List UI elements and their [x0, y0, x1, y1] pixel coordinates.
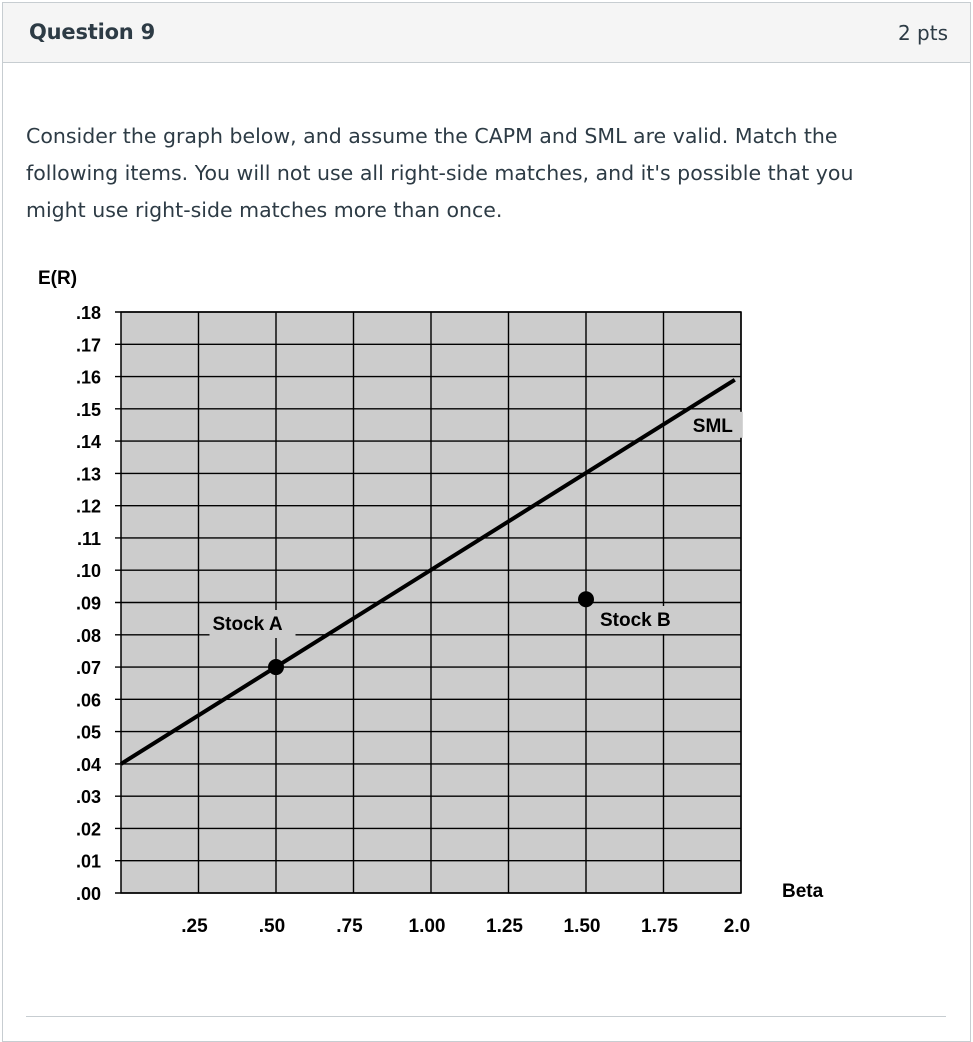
question-points: 2 pts — [897, 21, 948, 45]
y-tick-label: .03 — [75, 787, 101, 808]
y-tick-label: .15 — [75, 399, 101, 420]
x-tick-label: 1.25 — [486, 916, 523, 937]
x-tick-label: .25 — [181, 916, 208, 937]
stock-a-point — [268, 659, 284, 675]
y-tick-label: .02 — [75, 819, 101, 840]
stock-b-label: Stock B — [600, 610, 671, 631]
x-tick-label: 2.0 — [723, 916, 751, 937]
x-tick-label: 1.75 — [641, 916, 678, 937]
y-tick-label: .08 — [75, 625, 101, 646]
stock-b-point — [578, 591, 594, 607]
x-tick-label: .75 — [336, 916, 363, 937]
y-tick-label: .18 — [75, 303, 101, 323]
stock-a-label: Stock A — [212, 614, 283, 635]
x-tick-label: .50 — [258, 916, 286, 937]
y-tick-label: .04 — [75, 754, 101, 775]
y-tick-label: .13 — [75, 464, 101, 485]
x-tick-label: 1.50 — [563, 916, 601, 937]
y-tick-label: .05 — [75, 722, 101, 743]
y-tick-label: .10 — [75, 561, 101, 582]
y-tick-label: .00 — [75, 884, 101, 904]
y-tick-label: .17 — [75, 335, 101, 356]
x-axis-label: Beta — [782, 881, 824, 902]
y-axis-label: E(R) — [38, 268, 78, 289]
y-tick-label: .14 — [75, 432, 101, 453]
y-tick-label: .12 — [75, 496, 101, 517]
y-tick-label: .16 — [75, 367, 101, 388]
y-tick-label: .06 — [75, 690, 101, 711]
sml-label: SML — [692, 415, 733, 437]
y-tick-label: .01 — [75, 851, 101, 872]
y-tick-label: .09 — [75, 593, 101, 614]
y-tick-label: .11 — [76, 528, 101, 549]
divider — [26, 1016, 946, 1017]
x-tick-label: 1.00 — [408, 916, 446, 937]
y-tick-label: .07 — [75, 658, 101, 679]
question-title: Question 9 — [29, 20, 156, 44]
question-text: Consider the graph below, and assume the CAPM and SML are valid. Match the following items. You will not use all right-side matches, and it's possible that you might use right-side matches more than once. — [26, 124, 854, 222]
